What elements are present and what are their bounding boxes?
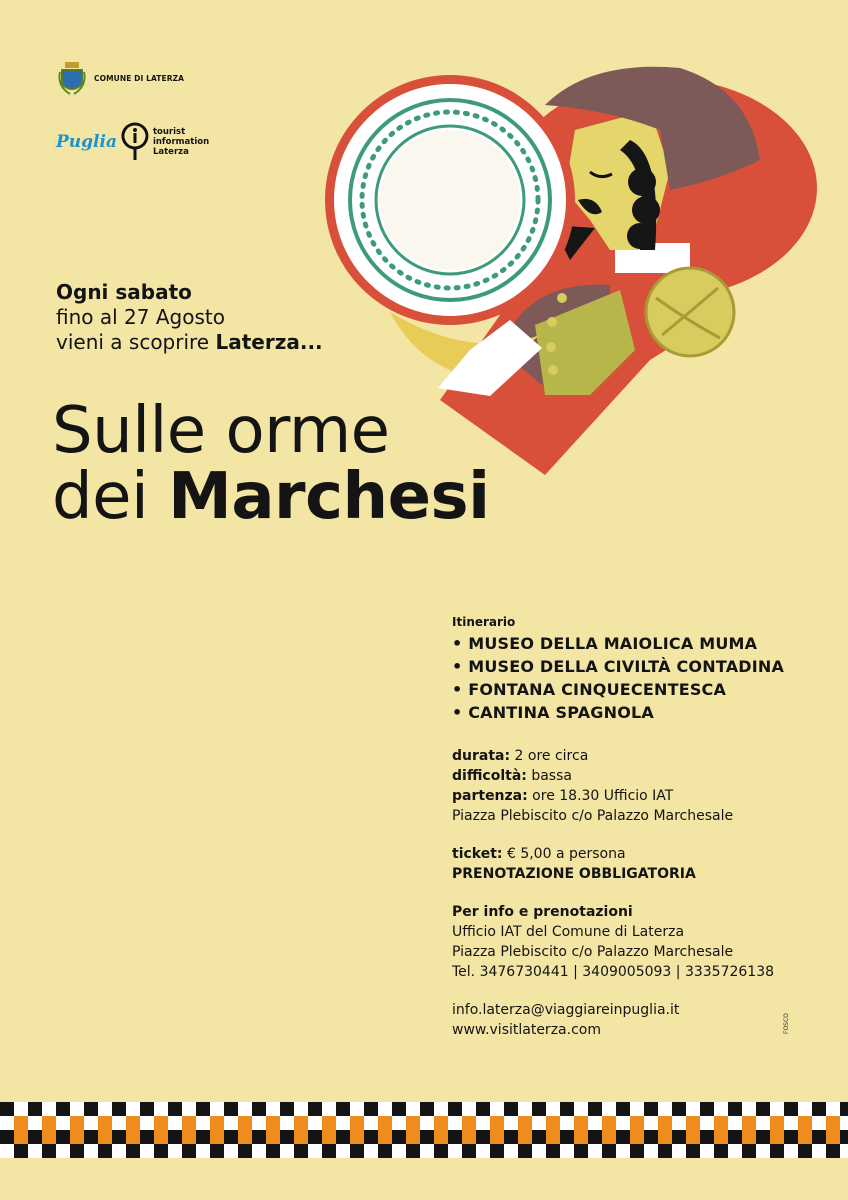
checker-square <box>0 1144 14 1158</box>
checker-square <box>742 1130 756 1144</box>
checker-square <box>448 1102 462 1116</box>
checker-square <box>826 1130 840 1144</box>
checker-square <box>490 1102 504 1116</box>
checker-square <box>756 1116 770 1130</box>
checker-square <box>42 1130 56 1144</box>
checker-square <box>168 1130 182 1144</box>
checker-square <box>658 1102 672 1116</box>
checker-square <box>546 1102 560 1116</box>
checker-square <box>812 1144 826 1158</box>
title-line-2-bold: Marchesi <box>168 460 490 534</box>
checker-square <box>686 1130 700 1144</box>
checker-square <box>672 1130 686 1144</box>
checker-square <box>294 1116 308 1130</box>
checker-square <box>574 1144 588 1158</box>
checker-square <box>14 1130 28 1144</box>
partenza-label: partenza: <box>452 788 528 804</box>
checker-square <box>616 1144 630 1158</box>
checker-square <box>168 1102 182 1116</box>
checker-square <box>84 1102 98 1116</box>
checker-square <box>154 1116 168 1130</box>
checker-square <box>392 1144 406 1158</box>
checker-square <box>784 1102 798 1116</box>
checker-square <box>434 1116 448 1130</box>
checker-square <box>308 1130 322 1144</box>
checker-square <box>658 1144 672 1158</box>
checker-square <box>224 1144 238 1158</box>
checker-square <box>98 1102 112 1116</box>
contacts-line-2: Piazza Plebiscito c/o Palazzo Marchesale <box>452 944 734 960</box>
checker-square <box>322 1116 336 1130</box>
checker-square <box>560 1144 574 1158</box>
checker-square <box>630 1116 644 1130</box>
checker-square <box>406 1116 420 1130</box>
checker-square <box>70 1144 84 1158</box>
checker-square <box>210 1130 224 1144</box>
checker-square <box>112 1130 126 1144</box>
checker-square <box>476 1102 490 1116</box>
checker-square <box>70 1116 84 1130</box>
checker-square <box>126 1130 140 1144</box>
checker-square <box>462 1130 476 1144</box>
checker-square <box>28 1116 42 1130</box>
checker-square <box>714 1130 728 1144</box>
checker-square <box>364 1116 378 1130</box>
checker-square <box>546 1144 560 1158</box>
checker-square <box>196 1130 210 1144</box>
checker-square <box>420 1102 434 1116</box>
intro-line-3-bold: Laterza... <box>215 330 323 354</box>
checker-square <box>742 1102 756 1116</box>
checker-square <box>392 1102 406 1116</box>
checker-square <box>168 1116 182 1130</box>
contacts-line-1: Ufficio IAT del Comune di Laterza <box>452 924 685 940</box>
puglia-brand: Puglia <box>56 132 117 152</box>
checker-square <box>434 1102 448 1116</box>
checker-square <box>462 1116 476 1130</box>
checker-square <box>280 1130 294 1144</box>
ticket-row <box>452 844 822 864</box>
checker-square <box>490 1130 504 1144</box>
checker-square <box>784 1130 798 1144</box>
checker-square <box>238 1116 252 1130</box>
checker-square <box>350 1102 364 1116</box>
checker-square <box>686 1116 700 1130</box>
checker-square <box>0 1130 14 1144</box>
checker-square <box>462 1144 476 1158</box>
checker-square <box>630 1102 644 1116</box>
checker-square <box>364 1130 378 1144</box>
checker-square <box>742 1116 756 1130</box>
checker-square <box>350 1116 364 1130</box>
checker-square <box>616 1130 630 1144</box>
checker-square <box>70 1102 84 1116</box>
checker-square <box>532 1102 546 1116</box>
checker-square <box>532 1144 546 1158</box>
checker-square <box>406 1102 420 1116</box>
checker-square <box>644 1144 658 1158</box>
checker-square <box>756 1102 770 1116</box>
checker-square <box>434 1144 448 1158</box>
checker-square <box>350 1144 364 1158</box>
checker-square <box>280 1102 294 1116</box>
checker-square <box>378 1144 392 1158</box>
checker-square <box>658 1130 672 1144</box>
checker-square <box>434 1130 448 1144</box>
checker-square <box>770 1144 784 1158</box>
checker-square <box>840 1130 848 1144</box>
checker-square <box>532 1130 546 1144</box>
checker-square <box>126 1144 140 1158</box>
checker-square <box>812 1102 826 1116</box>
checker-square <box>392 1116 406 1130</box>
durata-value: 2 ore circa <box>510 748 589 764</box>
checker-square <box>364 1102 378 1116</box>
checker-square <box>182 1116 196 1130</box>
checker-square <box>42 1144 56 1158</box>
contacts-heading-bold: Per info e prenotazioni <box>452 904 633 920</box>
checker-square <box>98 1144 112 1158</box>
checker-square <box>238 1130 252 1144</box>
checker-square <box>574 1130 588 1144</box>
checker-square <box>42 1102 56 1116</box>
checker-square <box>686 1144 700 1158</box>
checker-square <box>714 1102 728 1116</box>
checker-square <box>98 1116 112 1130</box>
checker-square <box>378 1130 392 1144</box>
checker-square <box>574 1102 588 1116</box>
comune-logo <box>56 58 184 98</box>
checker-square <box>770 1116 784 1130</box>
title-line-2-light: dei <box>52 460 169 534</box>
checker-square <box>560 1130 574 1144</box>
checker-square <box>14 1102 28 1116</box>
checker-square <box>140 1144 154 1158</box>
checker-square <box>56 1144 70 1158</box>
checker-square <box>182 1102 196 1116</box>
checker-square <box>56 1116 70 1130</box>
checker-square <box>280 1144 294 1158</box>
intro-text <box>56 280 323 355</box>
title-line-2 <box>52 460 490 534</box>
checker-square <box>224 1102 238 1116</box>
intro-line-3-prefix: vieni a scoprire <box>56 330 216 354</box>
checker-square <box>616 1116 630 1130</box>
checker-square <box>280 1116 294 1130</box>
checker-square <box>672 1116 686 1130</box>
checker-square <box>266 1102 280 1116</box>
checker-square <box>588 1116 602 1130</box>
checker-square <box>378 1116 392 1130</box>
checker-square <box>448 1130 462 1144</box>
checker-square <box>798 1116 812 1130</box>
checker-square <box>224 1116 238 1130</box>
checker-square <box>308 1144 322 1158</box>
checker-square <box>364 1144 378 1158</box>
checker-square <box>350 1130 364 1144</box>
checker-square <box>700 1130 714 1144</box>
checker-square <box>756 1130 770 1144</box>
checker-square <box>126 1102 140 1116</box>
checker-square <box>14 1144 28 1158</box>
difficolta-label: difficoltà: <box>452 768 527 784</box>
checker-square <box>630 1130 644 1144</box>
difficolta-value: bassa <box>526 768 572 784</box>
puglia-logo <box>56 122 209 162</box>
checker-square <box>742 1144 756 1158</box>
checker-square <box>504 1102 518 1116</box>
checker-square <box>644 1116 658 1130</box>
contacts-web[interactable]: www.visitlaterza.com <box>452 1022 601 1038</box>
checker-square <box>28 1130 42 1144</box>
checker-square <box>210 1116 224 1130</box>
itinerary-item: • MUSEO DELLA MAIOLICA MUMA <box>452 634 758 653</box>
checker-square <box>70 1130 84 1144</box>
checker-square <box>168 1144 182 1158</box>
checker-square <box>294 1130 308 1144</box>
checker-square <box>812 1130 826 1144</box>
partenza-row <box>452 786 822 806</box>
checker-square <box>588 1130 602 1144</box>
checker-square <box>546 1130 560 1144</box>
checker-square <box>420 1144 434 1158</box>
checker-square <box>140 1130 154 1144</box>
checker-square <box>476 1116 490 1130</box>
contacts-phone: Tel. 3476730441 | 3409005093 | 3335726138 <box>452 964 775 980</box>
checker-square <box>560 1102 574 1116</box>
contacts-heading <box>452 902 822 922</box>
checker-square <box>182 1130 196 1144</box>
checker-square <box>112 1116 126 1130</box>
checker-square <box>196 1102 210 1116</box>
plate-center <box>380 130 520 270</box>
checker-square <box>238 1102 252 1116</box>
itinerary-heading: Itinerario <box>452 615 516 629</box>
checker-square <box>798 1130 812 1144</box>
checker-square <box>336 1116 350 1130</box>
checker-square <box>420 1130 434 1144</box>
checker-square <box>770 1102 784 1116</box>
checker-square <box>518 1102 532 1116</box>
checker-square <box>112 1144 126 1158</box>
checker-square <box>42 1116 56 1130</box>
checker-square <box>518 1144 532 1158</box>
checker-square <box>126 1116 140 1130</box>
checker-square <box>210 1102 224 1116</box>
checker-square <box>266 1116 280 1130</box>
checker-square <box>616 1102 630 1116</box>
checker-square <box>392 1130 406 1144</box>
contacts-email[interactable]: info.laterza@viaggiareinpuglia.it <box>452 1002 680 1018</box>
coat-of-arms-icon <box>56 58 88 98</box>
comune-label: COMUNE DI LATERZA <box>94 73 185 83</box>
checker-square <box>14 1116 28 1130</box>
checker-square <box>406 1144 420 1158</box>
checker-square <box>252 1102 266 1116</box>
checker-square <box>700 1116 714 1130</box>
tourist-info-text <box>153 127 209 157</box>
checker-square <box>462 1102 476 1116</box>
checker-square <box>84 1130 98 1144</box>
checker-square <box>252 1116 266 1130</box>
checker-square <box>154 1130 168 1144</box>
checker-square <box>630 1144 644 1158</box>
prenotazione-text <box>452 864 822 884</box>
checker-square <box>322 1130 336 1144</box>
checker-square <box>308 1102 322 1116</box>
ticket-label: ticket: <box>452 846 503 862</box>
checker-square <box>294 1102 308 1116</box>
checker-square <box>840 1144 848 1158</box>
checker-square <box>518 1116 532 1130</box>
checker-square <box>378 1102 392 1116</box>
checker-square <box>602 1130 616 1144</box>
checker-square <box>784 1116 798 1130</box>
partenza-value: ore 18.30 Ufficio IAT <box>527 788 674 804</box>
ticket-value: € 5,00 a persona <box>502 846 626 862</box>
checker-square <box>112 1102 126 1116</box>
tourist-line-1: tourist <box>152 127 186 137</box>
checker-square <box>714 1144 728 1158</box>
checker-square <box>490 1144 504 1158</box>
checker-square <box>476 1144 490 1158</box>
checker-square <box>728 1144 742 1158</box>
checker-square <box>728 1130 742 1144</box>
checker-square <box>728 1116 742 1130</box>
checker-square <box>602 1102 616 1116</box>
checker-square <box>336 1144 350 1158</box>
checker-square <box>504 1144 518 1158</box>
checker-square <box>756 1144 770 1158</box>
tourist-line-2: information <box>152 137 210 147</box>
checker-square <box>266 1144 280 1158</box>
checker-square <box>770 1130 784 1144</box>
checker-square <box>588 1144 602 1158</box>
checker-square <box>140 1102 154 1116</box>
checker-square <box>826 1144 840 1158</box>
checker-square <box>28 1102 42 1116</box>
checker-square <box>308 1116 322 1130</box>
checker-square <box>672 1144 686 1158</box>
checker-square <box>714 1116 728 1130</box>
checker-square <box>798 1144 812 1158</box>
checker-band <box>0 1100 848 1160</box>
checker-square <box>0 1116 14 1130</box>
checker-square <box>56 1102 70 1116</box>
checker-square <box>840 1116 848 1130</box>
difficolta-row <box>452 766 822 786</box>
intro-line-3 <box>56 330 323 355</box>
checker-square <box>840 1102 848 1116</box>
checker-square <box>252 1130 266 1144</box>
checker-square <box>672 1102 686 1116</box>
checker-square <box>322 1144 336 1158</box>
checker-square <box>154 1102 168 1116</box>
checker-square <box>336 1130 350 1144</box>
checker-square <box>0 1102 14 1116</box>
checker-square <box>826 1116 840 1130</box>
checker-square <box>210 1144 224 1158</box>
checker-square <box>700 1102 714 1116</box>
checker-square <box>560 1116 574 1130</box>
checker-square <box>406 1130 420 1144</box>
checker-square <box>196 1116 210 1130</box>
checker-square <box>448 1144 462 1158</box>
checker-square <box>504 1130 518 1144</box>
tourist-line-3: Laterza <box>152 147 189 157</box>
checker-square <box>154 1144 168 1158</box>
checker-square <box>28 1144 42 1158</box>
prenotazione-bold: PRENOTAZIONE OBBLIGATORIA <box>452 866 696 882</box>
checker-square <box>658 1116 672 1130</box>
checker-square <box>826 1102 840 1116</box>
checker-square <box>84 1116 98 1130</box>
info-point-icon <box>121 122 149 162</box>
checker-square <box>574 1116 588 1130</box>
checker-square <box>490 1116 504 1130</box>
intro-line-2: fino al 27 Agosto <box>56 305 225 329</box>
checker-square <box>238 1144 252 1158</box>
page-title <box>52 394 490 534</box>
checker-square <box>98 1130 112 1144</box>
checker-square <box>644 1130 658 1144</box>
checker-square <box>182 1144 196 1158</box>
checker-square <box>546 1116 560 1130</box>
partenza-line-2: Piazza Plebiscito c/o Palazzo Marchesale <box>452 808 734 824</box>
checker-square <box>588 1102 602 1116</box>
checker-square <box>322 1102 336 1116</box>
checker-square <box>140 1116 154 1130</box>
checker-square <box>728 1102 742 1116</box>
checker-square <box>644 1102 658 1116</box>
checker-square <box>518 1130 532 1144</box>
intro-line-1: Ogni sabato <box>56 280 192 304</box>
checker-square <box>504 1116 518 1130</box>
checker-square <box>56 1130 70 1144</box>
checker-square <box>602 1116 616 1130</box>
checker-square <box>700 1144 714 1158</box>
checker-square <box>798 1102 812 1116</box>
checker-square <box>448 1116 462 1130</box>
checker-square <box>336 1102 350 1116</box>
info-block <box>452 612 822 1040</box>
checker-square <box>224 1130 238 1144</box>
checker-square <box>196 1144 210 1158</box>
itinerary-item: • FONTANA CINQUECENTESCA <box>452 680 727 699</box>
itinerary-item: • MUSEO DELLA CIVILTÀ CONTADINA <box>452 657 785 676</box>
itinerary-item: • CANTINA SPAGNOLA <box>452 703 654 722</box>
checker-square <box>602 1144 616 1158</box>
credit-text: FOSCO <box>783 1013 790 1034</box>
durata-row <box>452 746 822 766</box>
checker-square <box>686 1102 700 1116</box>
checker-square <box>252 1144 266 1158</box>
checker-square <box>476 1130 490 1144</box>
checker-square <box>532 1116 546 1130</box>
checker-square <box>84 1144 98 1158</box>
durata-label: durata: <box>452 748 511 764</box>
checker-square <box>784 1144 798 1158</box>
checker-square <box>420 1116 434 1130</box>
checker-square <box>266 1130 280 1144</box>
checker-square <box>294 1144 308 1158</box>
title-line-1: Sulle orme <box>52 394 390 468</box>
checker-square <box>812 1116 826 1130</box>
